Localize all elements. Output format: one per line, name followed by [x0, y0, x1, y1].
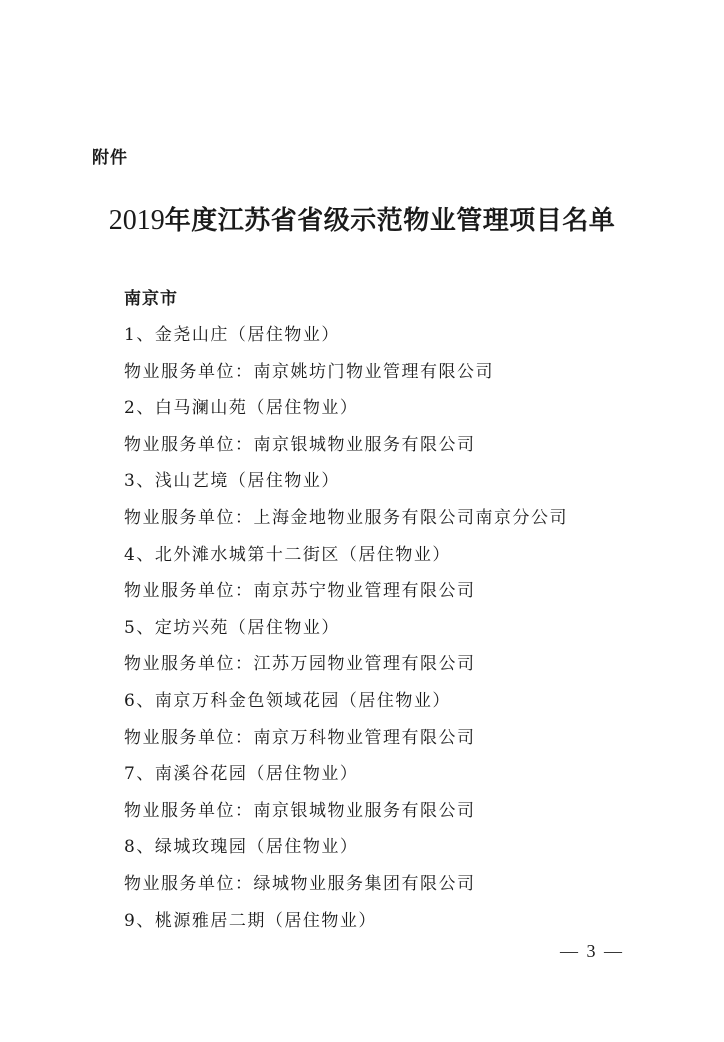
- service-unit-line: [124, 801, 644, 838]
- page-number: — 3 —: [560, 941, 624, 961]
- service-unit-line: [124, 362, 644, 399]
- project-index: 1、: [124, 325, 155, 345]
- project-name: 定坊兴苑（居住物业）: [154, 617, 340, 638]
- service-unit-name: 江苏万园物业管理有限公司: [253, 654, 476, 675]
- service-unit-prefix: 物业服务单位：: [124, 800, 254, 821]
- project-index: 2、: [124, 398, 155, 419]
- project-index: 5、: [124, 617, 155, 638]
- project-index: 4、: [124, 544, 155, 565]
- project-name-line: [124, 471, 644, 508]
- project-name: 桃源雅居二期（居住物业）: [154, 910, 377, 931]
- service-unit-prefix: 物业服务单位：: [124, 434, 254, 455]
- project-name-line: [124, 398, 644, 435]
- project-index: 3、: [124, 471, 155, 492]
- project-name-line: [124, 837, 644, 874]
- project-name-line: [124, 764, 644, 801]
- project-name: 白马澜山苑（居住物业）: [154, 398, 359, 419]
- service-unit-prefix: 物业服务单位：: [124, 507, 254, 528]
- service-unit-name: 南京银城物业服务有限公司: [253, 800, 476, 821]
- project-name: 金尧山庄（居住物业）: [154, 325, 340, 345]
- project-list: [124, 289, 644, 947]
- service-unit-name: 南京姚坊门物业管理有限公司: [253, 361, 494, 382]
- service-unit-prefix: 物业服务单位：: [124, 873, 254, 894]
- document-title: [0, 200, 724, 237]
- title-text: 年度江苏省省级示范物业管理项目名单: [164, 206, 616, 236]
- project-name: 南溪谷花园（居住物业）: [154, 764, 359, 785]
- service-unit-line: [124, 654, 644, 691]
- project-name-line: [124, 618, 644, 655]
- project-name-line: [124, 545, 644, 582]
- service-unit-prefix: 物业服务单位：: [124, 654, 254, 675]
- project-name: 浅山艺境（居住物业）: [154, 471, 340, 492]
- city-heading: 南京市: [124, 289, 178, 309]
- project-name: 绿城玫瑰园（居住物业）: [154, 837, 359, 858]
- service-unit-name: 绿城物业服务集团有限公司: [253, 873, 476, 894]
- project-name-line: [124, 325, 644, 362]
- service-unit-line: [124, 728, 644, 765]
- service-unit-line: [124, 581, 644, 618]
- service-unit-prefix: 物业服务单位：: [124, 581, 254, 602]
- service-unit-prefix: 物业服务单位：: [124, 361, 254, 382]
- service-unit-name: 南京银城物业服务有限公司: [253, 434, 476, 455]
- project-name: 北外滩水城第十二街区（居住物业）: [154, 544, 451, 565]
- project-name: 南京万科金色领域花园（居住物业）: [154, 690, 451, 711]
- project-index: 8、: [124, 837, 155, 858]
- service-unit-prefix: 物业服务单位：: [124, 727, 254, 748]
- project-entries: [124, 325, 644, 947]
- service-unit-line: [124, 874, 644, 911]
- attachment-label: 附件: [92, 148, 128, 168]
- service-unit-name: 南京万科物业管理有限公司: [253, 727, 476, 748]
- service-unit-line: [124, 435, 644, 472]
- service-unit-name: 南京苏宁物业管理有限公司: [253, 581, 476, 602]
- service-unit-name: 上海金地物业服务有限公司南京分公司: [253, 507, 568, 528]
- service-unit-line: [124, 508, 644, 545]
- project-index: 6、: [124, 690, 155, 711]
- title-year: 2019: [108, 205, 165, 236]
- project-index: 9、: [124, 910, 155, 931]
- project-index: 7、: [124, 764, 155, 785]
- project-name-line: [124, 691, 644, 728]
